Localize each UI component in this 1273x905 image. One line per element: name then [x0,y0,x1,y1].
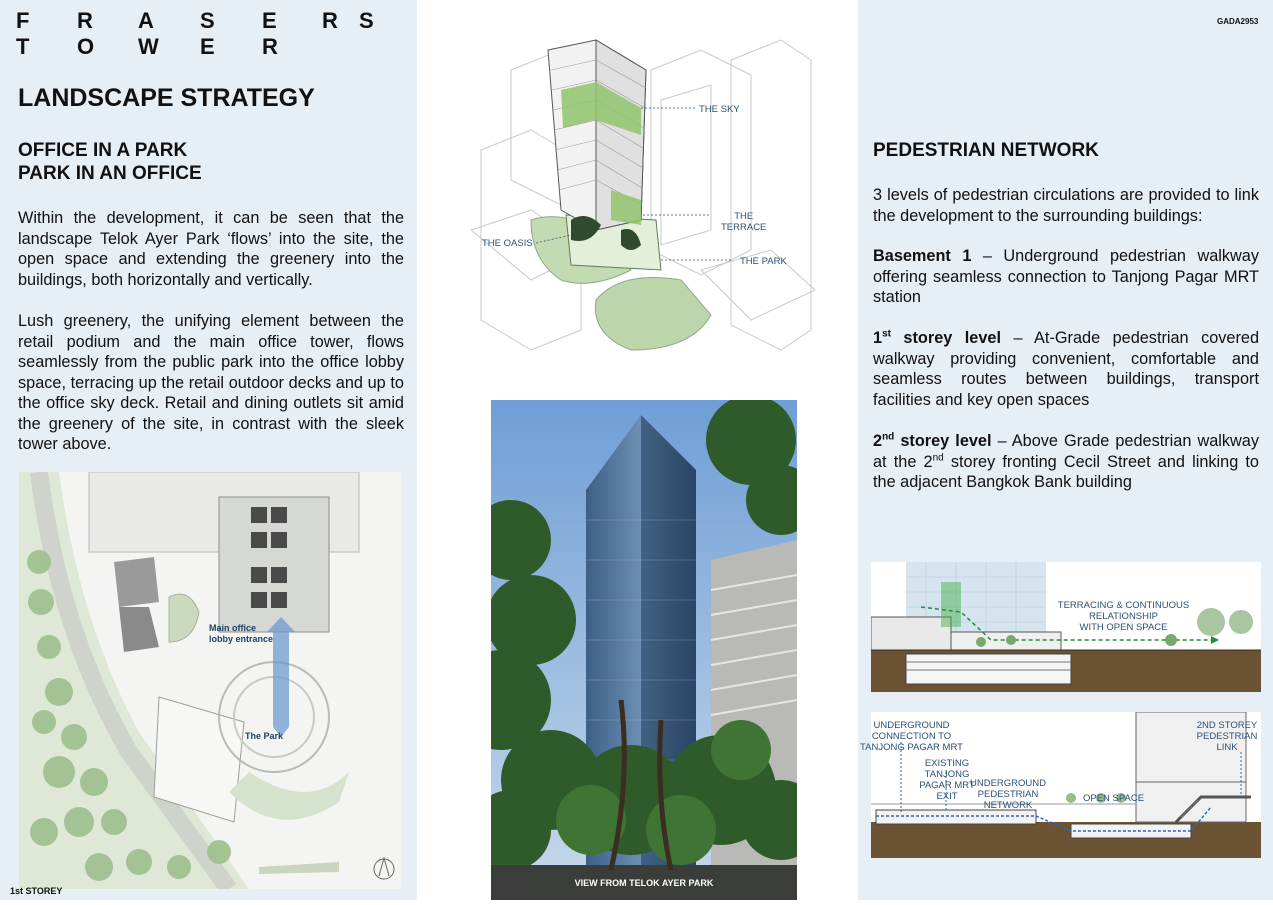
axo-label-oasis: THE OASIS [482,238,533,249]
section2-label-pedestrian-network [968,778,1048,811]
tower-photo [491,400,797,900]
pedestrian-network-title: PEDESTRIAN NETWORK [873,140,1099,161]
first-storey-text: – At-Grade pedestrian covered walkway providing convenient, comfortable and seamless routes between buildings, transport facilities and key open spaces [873,329,1259,409]
brand-letter: E [262,8,277,33]
brand-letter: R [322,8,338,33]
greenery-paragraph: Lush greenery, the unifying element between the retail podium and the main office tower, flows seamlessly from the public park into the office lobby space, terracing up the retail outdoor decks and up to the office sky deck. Retail and dining outlets sit amid the greenery of the site, in contrast with the sleek tower above. [18,312,404,453]
section1-label [1051,600,1196,633]
brand-letter: W [138,34,159,59]
section2-label-underground-connection [859,720,964,753]
brand-letter: A [138,8,154,33]
section2-pn-line1: UNDERGROUND [970,778,1046,789]
section1-label-line2: RELATIONSHIP [1089,611,1158,622]
photo-caption: VIEW FROM TELOK AYER PARK [574,878,714,888]
section2-ex-line1: EXISTING [924,758,970,769]
intro-paragraph: Within the development, it can be seen that the landscape Telok Ayer Park ‘flows’ into the site, the open space and extending the greenery into the buildings, both horizontally and vertically. [18,209,404,289]
section1-label-line1: TERRACING & CONTINUOUS [1057,600,1190,611]
pedestrian-intro: 3 levels of pedestrian circulations are provided to link the development to the surrounding buildings: [873,186,1259,225]
axo-label-park: THE PARK [740,256,787,267]
second-storey-paragraph [873,431,1259,493]
plan-label-lobby [209,623,273,645]
section2-pn-line2: PEDESTRIAN [977,789,1039,800]
second-storey-sup: nd [882,431,895,443]
site-plan-drawing [19,472,401,889]
second-storey-num: 2 [873,432,883,450]
plan-label-lobby-line1: Main office [209,623,257,633]
section2-ex-line2: TANJONG [924,769,970,780]
section2-ex-line4: EXIT [936,791,958,802]
axonometric-diagram [471,30,815,360]
section2-ug-line3: TANJONG PAGAR MRT [860,742,963,753]
site-plan [19,472,401,889]
first-storey-label: storey level [890,329,1001,347]
plan-caption: 1st STOREY [10,886,63,896]
axo-label-sky: THE SKY [699,104,740,115]
section1-label-line3: WITH OPEN SPACE [1079,622,1168,633]
brand-letter: R [77,8,93,33]
page-title: LANDSCAPE STRATEGY [18,84,315,112]
brand-letter: O [77,34,95,59]
brand-letter: R [262,34,278,59]
axonometric-drawing [471,30,815,360]
section2-ug-line1: UNDERGROUND [873,720,950,731]
section2-ex-line3: PAGAR MRT [919,780,975,791]
second-storey-label: storey level [894,432,992,450]
section2-link-line2: PEDESTRIAN [1196,731,1258,742]
tower-photo-drawing [491,400,797,900]
axo-label-terrace-line2: TERRACE [721,222,767,233]
first-storey-num: 1 [873,329,883,347]
axo-label-terrace [721,211,766,233]
brand-letter: F [16,8,30,33]
axo-label-terrace-line1: THE [734,211,754,222]
subtitle-line-1: OFFICE IN A PARK [18,140,188,161]
section2-link-line3: LINK [1216,742,1238,753]
plan-label-lobby-line2: lobby entrance [209,634,274,644]
section2-ug-line2: CONNECTION TO [871,731,952,742]
second-storey-text-a: – Above Grade pedestrian walkway at the 2 [873,432,1259,471]
basement-paragraph [873,246,1259,308]
plan-label-park: The Park [245,731,284,741]
brand-letter: S [359,8,374,33]
section2-label-open-space: OPEN SPACE [1083,793,1145,804]
brand-letter: T [16,34,30,59]
brand-letter: S [200,8,215,33]
section-terracing [871,562,1261,692]
brand-letter: E [200,34,215,59]
section2-link-line1: 2ND STOREY [1196,720,1258,731]
second-storey-text-b: storey fronting Cecil Street and linking to the adjacent Bangkok Bank building [873,452,1259,491]
second-storey-text-sup: nd [932,452,944,464]
subtitle-line-2: PARK IN AN OFFICE [18,163,202,184]
section-network [860,712,1261,858]
document-code: GADA2953 [1217,17,1259,26]
basement-text: – Underground pedestrian walkway offering seamless connection to Tanjong Pagar MRT station [873,247,1259,306]
first-storey-paragraph [873,328,1259,410]
section2-pn-line3: NETWORK [983,800,1033,811]
first-storey-sup: st [882,328,891,340]
section2-label-second-storey-link [1193,720,1261,753]
basement-label: Basement 1 [873,247,972,265]
